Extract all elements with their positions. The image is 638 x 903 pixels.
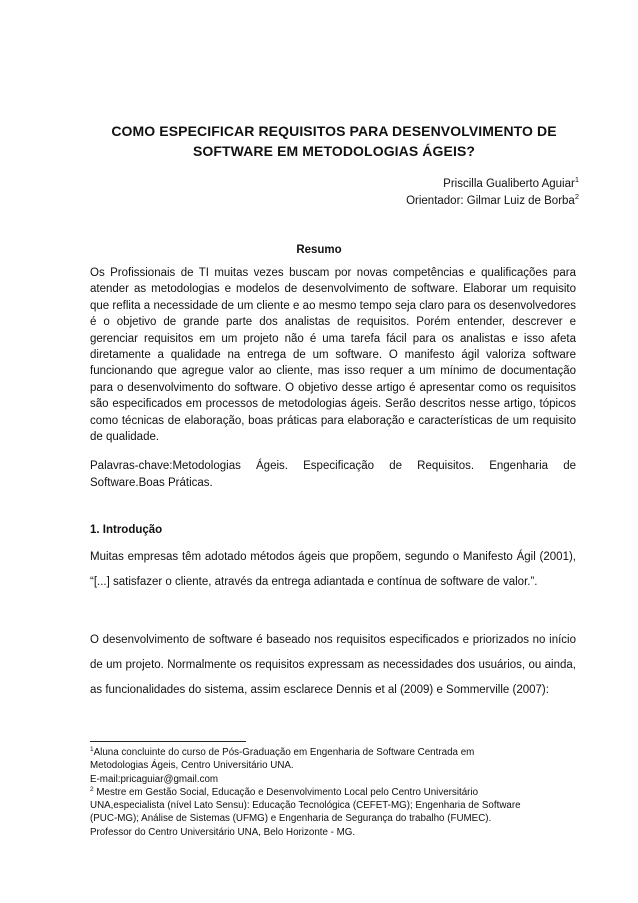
section-heading-introduction: 1. Introdução xyxy=(90,524,163,536)
intro-paragraph-2: O desenvolvimento de software é baseado nos requisitos especificados e priorizados no início de um projeto. Normalmente os requisitos expressam as necessidades dos usuários, ou ainda, as funcionalidades do sistema, assim esclarece Dennis et al (2009) e Sommerville (2007): xyxy=(90,634,576,696)
footnote-2-line-2: UNA,especialista (nível Lato Sensu): Educação Tecnológica (CEFET-MG); Engenharia de Software xyxy=(90,800,521,812)
footnote-1-line-2: Metodologias Ágeis, Centro Universitário UNA. xyxy=(90,760,294,772)
author-footnote-mark: 1 xyxy=(574,175,579,184)
footnote-1-line-1: $^1$Aluna concluinte do curso de Pós-Graduação em Engenharia de Software Centrada em xyxy=(90,746,475,758)
advisor-footnote-mark: 2 xyxy=(574,192,579,201)
advisor-line xyxy=(406,193,579,210)
footnotes xyxy=(90,746,576,839)
advisor-name: Orientador: Gilmar Luiz de Borba xyxy=(406,195,575,207)
paper-title xyxy=(80,121,588,161)
author-block xyxy=(406,176,579,210)
footnote-2-line-1: $^2$ Mestre em Gestão Social, Educação e Desenvolvimento Local pelo Centro Universitário xyxy=(90,785,479,798)
footnote-1-line-3: E-mail:pricaguiar@gmail.com xyxy=(90,773,219,785)
abstract-text: Os Profissionais de TI muitas vezes buscam por novas competências e qualificações para atender as metodologias e modelos de desenvolvimento de software. Elaborar um requisito que reflita a necessidade de um cliente e ao mesmo tempo seja claro para os desenvolvedores é o objetivo de grande parte dos analistas de requisitos. Porém entender, descrever e gerenciar requisitos em um projeto não é uma tarefa fácil para os analistas e isso afeta diretamente a qualidade na entrega de um software. O manifesto ágil valoriza software funcionando que agregue valor ao cliente, mas isso requer a um mínimo de documentação para o desenvolvimento do software. O objetivo desse artigo é apresentar como os requisitos são especificados em processos de metodologias ágeis. Serão descritos nesse artigo, tópicos como técnicas de elaboração, boas práticas para elaboração e características de um requisito de qualidade. xyxy=(90,267,576,444)
footnote-2-line-4: Professor do Centro Universitário UNA, Belo Horizonte - MG. xyxy=(90,826,356,838)
intro-paragraph-1: Muitas empresas têm adotado métodos ágeis que propõem, segundo o Manifesto Ágil (2001), “[...] satisfazer o cliente, através da entrega adiantada e contínua de software de valor.”. xyxy=(90,551,576,588)
author-line xyxy=(406,176,579,193)
footnote-2-mark: 2 xyxy=(90,785,94,793)
keywords-text: Palavras-chave:Metodologias Ágeis. Especificação de Requisitos. Engenharia de Software.Boas Práticas. xyxy=(90,460,576,489)
title-line-2: SOFTWARE EM METODOLOGIAS ÁGEIS? xyxy=(192,143,476,159)
footnote-1-mark: 1 xyxy=(90,746,94,753)
footnote-divider xyxy=(90,741,246,742)
author-name: Priscilla Gualiberto Aguiar xyxy=(443,178,575,190)
title-line-1: COMO ESPECIFICAR REQUISITOS PARA DESENVOLVIMENTO DE xyxy=(111,123,557,139)
footnote-2-line-3: (PUC-MG); Análise de Sistemas (UFMG) e Engenharia de Segurança do trabalho (FUMEC). xyxy=(90,813,492,825)
abstract-heading: Resumo xyxy=(296,244,342,256)
